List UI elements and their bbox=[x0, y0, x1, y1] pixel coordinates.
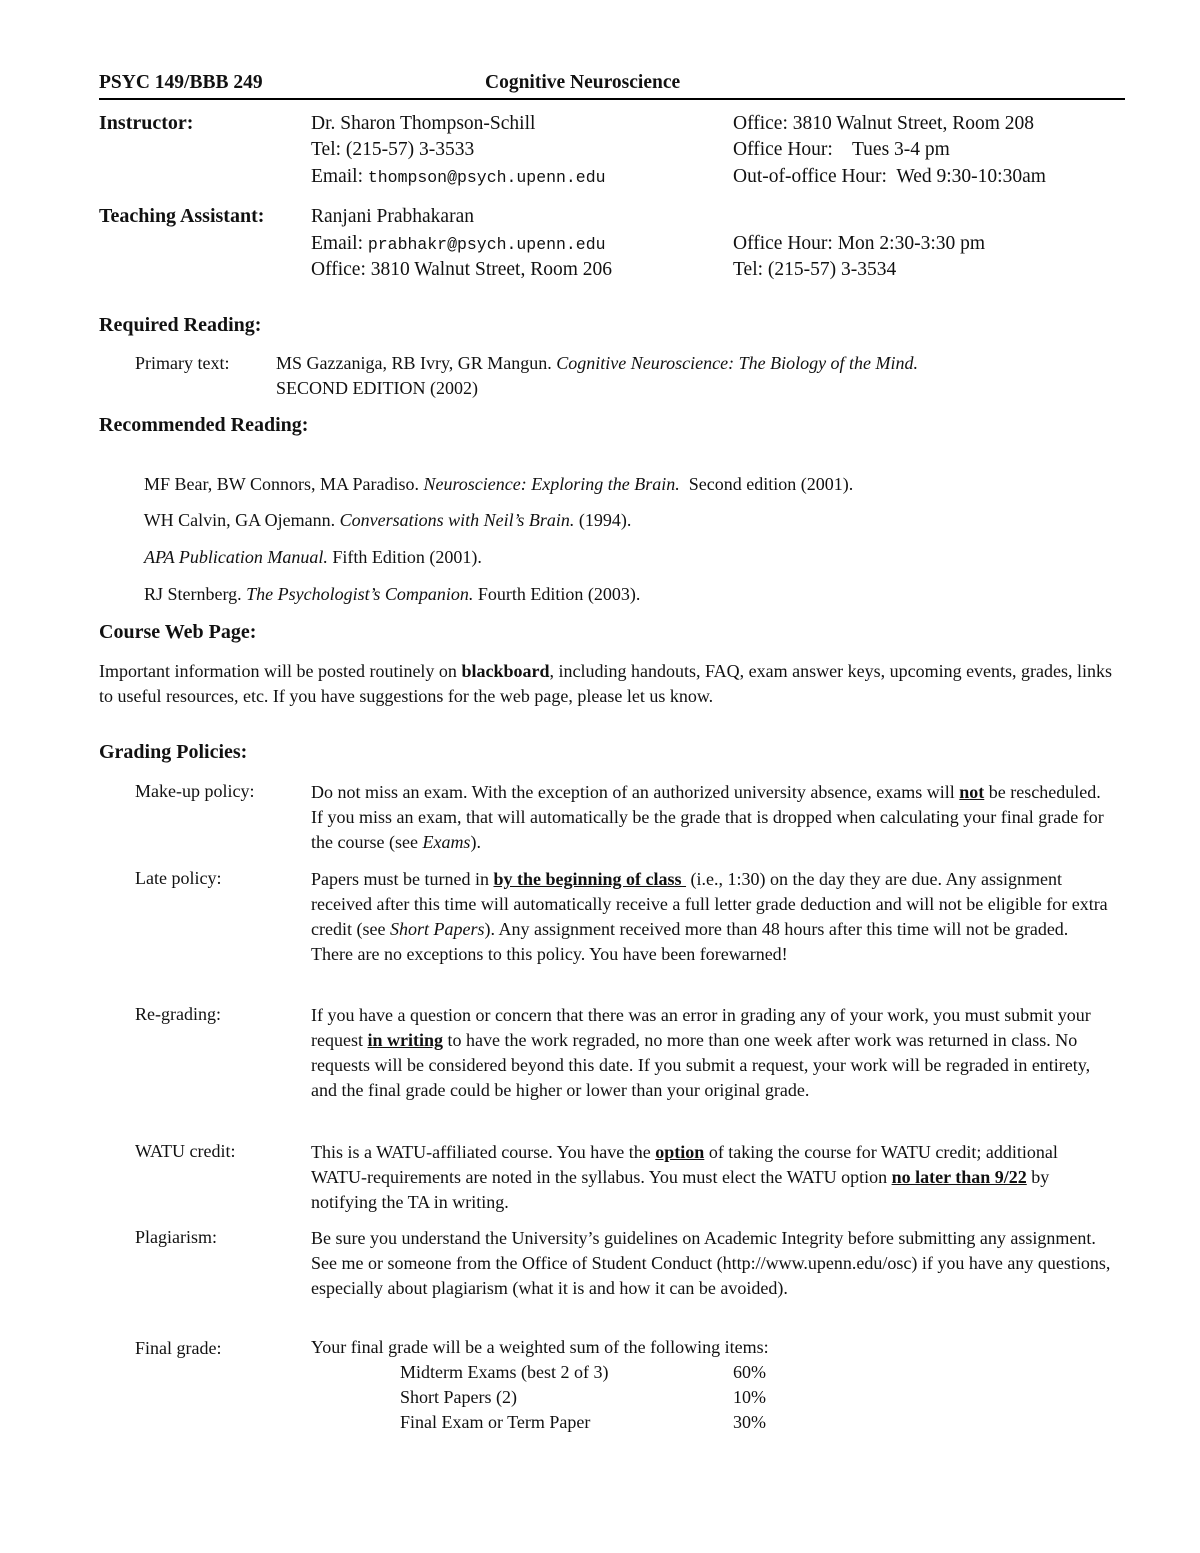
regrading-text-1: If you have a question or concern that there was an error in grading any of your work, you must submit your request bbox=[311, 1005, 1091, 1050]
plagiarism-label: Plagiarism: bbox=[135, 1227, 217, 1247]
final-grade-label: Final grade: bbox=[135, 1338, 222, 1358]
primary-text-label: Primary text: bbox=[135, 353, 230, 373]
instructor-email-label: Email: bbox=[311, 166, 368, 187]
primary-text-line1 bbox=[276, 353, 918, 374]
grade-item-name: Final Exam or Term Paper bbox=[400, 1412, 591, 1432]
recommended-item-title: Neuroscience: Exploring the Brain. bbox=[423, 474, 680, 494]
plagiarism-text: Be sure you understand the University’s guidelines on Academic Integrity before submitting any assignment. See me or someone from the Office of Student Conduct (http://www.upenn.edu/osc) if you have any questions, especially about plagiarism (what it is and how it can be avoided). bbox=[311, 1228, 1111, 1298]
ta-email-label: Email: bbox=[311, 233, 368, 254]
web-page-text-pre: Important information will be posted routinely on bbox=[99, 661, 462, 681]
grade-item-name: Midterm Exams (best 2 of 3) bbox=[400, 1362, 609, 1382]
ta-tel: Tel: (215-57) 3-3534 bbox=[733, 259, 897, 280]
makeup-text bbox=[311, 780, 1111, 855]
ta-office: Office: 3810 Walnut Street, Room 206 bbox=[311, 259, 613, 280]
primary-text-line2: SECOND EDITION (2002) bbox=[276, 378, 478, 398]
course-title: Cognitive Neuroscience bbox=[485, 72, 681, 93]
watu-deadline-emphasis: no later than 9/22 bbox=[891, 1167, 1027, 1187]
grade-item-weight: 30% bbox=[733, 1412, 766, 1432]
late-label: Late policy: bbox=[135, 868, 222, 888]
grade-item-weight: 10% bbox=[733, 1387, 766, 1407]
ta-email-row bbox=[311, 233, 606, 255]
watu-label: WATU credit: bbox=[135, 1141, 236, 1161]
instructor-name: Dr. Sharon Thompson-Schill bbox=[311, 113, 536, 134]
makeup-text-2: be rescheduled. If you miss an exam, that will automatically be the grade that is dropped when calculating your final grade for the course (see bbox=[311, 782, 1104, 852]
recommended-item-title: APA Publication Manual. bbox=[144, 547, 328, 567]
regrading-text bbox=[311, 1003, 1111, 1103]
late-emphasis: by the beginning of class bbox=[493, 869, 687, 889]
required-reading-heading: Required Reading: bbox=[99, 314, 262, 336]
watu-text bbox=[311, 1140, 1111, 1215]
recommended-reading-heading: Recommended Reading: bbox=[99, 414, 309, 436]
web-page-text-post: , including handouts, FAQ, exam answer keys, upcoming events, grades, links to useful resources, etc. If you have suggestions for the web page, please let us know. bbox=[99, 661, 1113, 706]
makeup-emphasis: not bbox=[959, 782, 985, 802]
watu-text-2: of taking the course for WATU credit; additional WATU-requirements are noted in the syllabus. You must elect the WATU option bbox=[311, 1142, 1058, 1187]
recommended-item bbox=[135, 563, 640, 605]
watu-option-emphasis: option bbox=[655, 1142, 705, 1162]
instructor-email[interactable]: thompson@psych.upenn.edu bbox=[367, 168, 606, 187]
recommended-item-edition: Second edition (2001). bbox=[679, 474, 854, 494]
watu-text-3: by notifying the TA in writing. bbox=[311, 1167, 1050, 1212]
final-grade-intro: Your final grade will be a weighted sum of the following items: bbox=[311, 1337, 769, 1357]
ta-office-hour: Office Hour: Mon 2:30-3:30 pm bbox=[733, 233, 986, 254]
recommended-item bbox=[135, 526, 482, 568]
recommended-item-authors: MF Bear, BW Connors, MA Paradiso. bbox=[144, 474, 424, 494]
instructor-office: Office: 3810 Walnut Street, Room 208 bbox=[733, 113, 1035, 134]
web-page-text bbox=[99, 659, 1129, 709]
watu-text-1: This is a WATU-affiliated course. You have the bbox=[311, 1142, 656, 1162]
grade-item-weight: 60% bbox=[733, 1362, 766, 1382]
primary-text-title: Cognitive Neuroscience: The Biology of the Mind. bbox=[556, 353, 919, 373]
ta-name: Ranjani Prabhakaran bbox=[311, 206, 474, 227]
recommended-item-edition: Fourth Edition (2003). bbox=[473, 584, 641, 604]
late-text-2: (i.e., 1:30) on the day they are due. Any assignment received after this time will automatically receive a full letter grade deduction and will not be eligible for extra credit (see bbox=[311, 869, 1108, 939]
recommended-item-title: Conversations with Neil’s Brain. bbox=[339, 510, 575, 530]
recommended-item-authors: WH Calvin, GA Ojemann. bbox=[143, 510, 340, 530]
instructor-out-of-office-hour: Out-of-office Hour: Wed 9:30-10:30am bbox=[733, 166, 1046, 187]
regrading-text-2: to have the work regraded, no more than one week after work was returned in class. No requests will be considered beyond this date. If you submit a request, your work will be regraded in entirety, and the final grade could be higher or lower than your original grade. bbox=[311, 1030, 1091, 1100]
late-text-1: Papers must be turned in bbox=[311, 869, 494, 889]
makeup-exams-ref: Exams bbox=[422, 832, 471, 852]
primary-text-authors: MS Gazzaniga, RB Ivry, GR Mangun. bbox=[276, 353, 557, 373]
header-rule bbox=[99, 98, 1125, 100]
course-code: PSYC 149/BBB 249 bbox=[99, 72, 263, 93]
instructor-email-row bbox=[311, 166, 606, 188]
regrading-label: Re-grading: bbox=[135, 1004, 221, 1024]
grade-item-name: Short Papers (2) bbox=[400, 1387, 517, 1407]
late-text bbox=[311, 867, 1111, 967]
grading-heading: Grading Policies: bbox=[99, 741, 248, 763]
ta-label: Teaching Assistant: bbox=[99, 205, 265, 227]
recommended-item-edition: Fifth Edition (2001). bbox=[327, 547, 482, 567]
recommended-item-edition: (1994). bbox=[574, 510, 632, 530]
makeup-text-3: ). bbox=[470, 832, 481, 852]
ta-email[interactable]: prabhakr@psych.upenn.edu bbox=[367, 235, 606, 254]
instructor-office-hour: Office Hour: Tues 3-4 pm bbox=[733, 139, 950, 160]
regrading-emphasis: in writing bbox=[367, 1030, 443, 1050]
instructor-tel: Tel: (215-57) 3-3533 bbox=[311, 139, 475, 160]
web-page-heading: Course Web Page: bbox=[99, 621, 257, 643]
late-short-papers-ref: Short Papers bbox=[389, 919, 485, 939]
blackboard-link[interactable]: blackboard bbox=[461, 661, 550, 681]
recommended-item bbox=[135, 489, 631, 531]
makeup-text-1: Do not miss an exam. With the exception of an authorized university absence, exams will bbox=[311, 782, 960, 802]
instructor-label: Instructor: bbox=[99, 112, 194, 134]
recommended-item-authors: RJ Sternberg. bbox=[144, 584, 247, 604]
recommended-item-title: The Psychologist’s Companion. bbox=[246, 584, 474, 604]
late-text-3: ). Any assignment received more than 48 hours after this time will not be graded. There are no exceptions to this policy. You have been forewarned! bbox=[311, 919, 1069, 964]
makeup-label: Make-up policy: bbox=[135, 781, 255, 801]
